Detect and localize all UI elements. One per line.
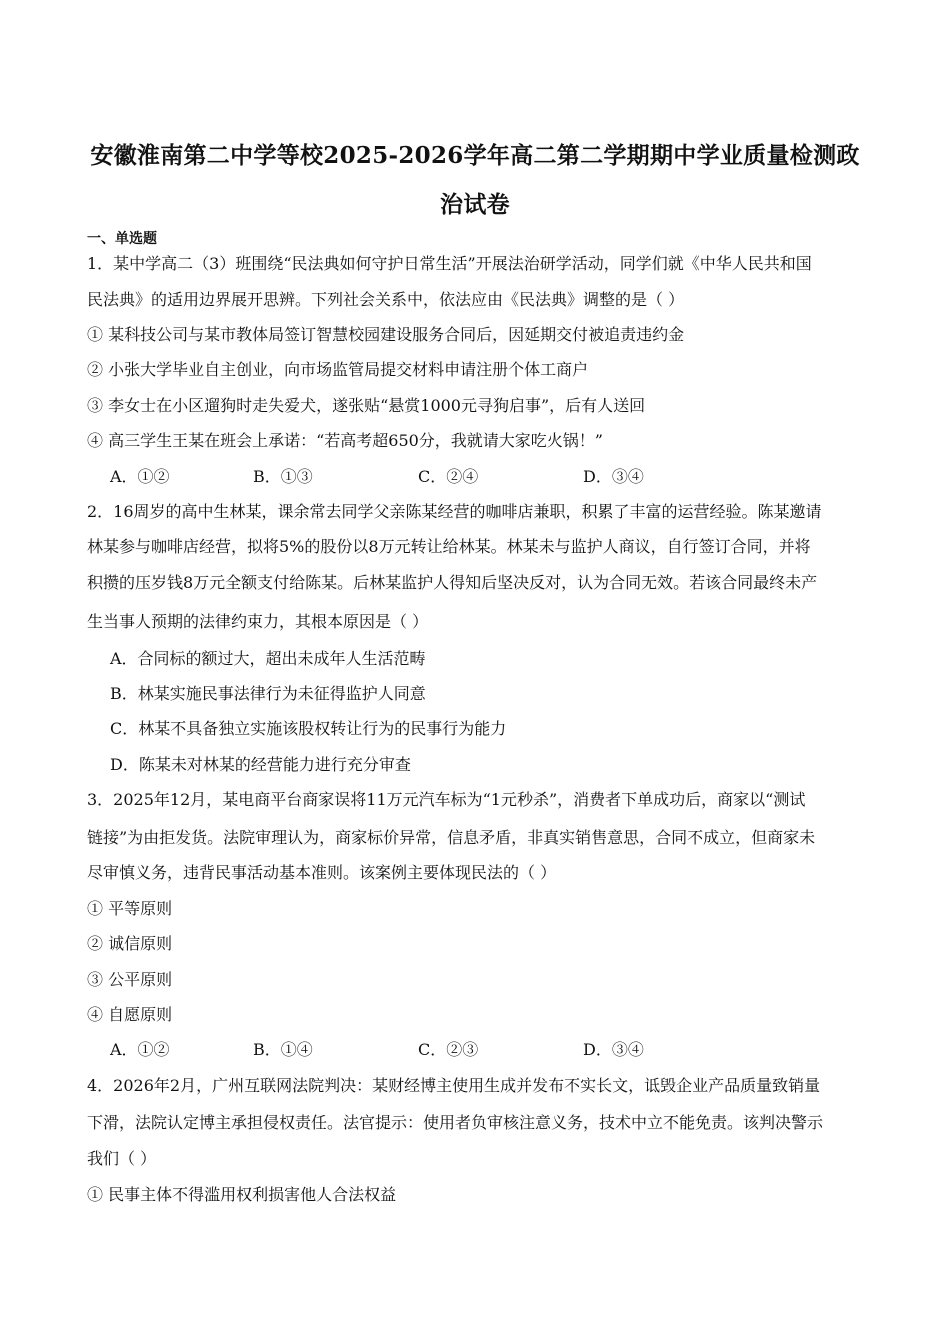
exam-title-line2: 治试卷 bbox=[440, 191, 510, 218]
q1-stem-line2: 民法典》的适用边界展开思辨。下列社会关系中，依法应由《民法典》调整的是（ ） bbox=[87, 290, 685, 309]
q4-stem-line3: 我们（ ） bbox=[87, 1149, 157, 1168]
q4-stem-line1: 4．2026年2月，广州互联网法院判决：某财经博主使用生成并发布不实长文，诋毁企业产品质量致销量 bbox=[87, 1076, 821, 1095]
q1-option-d: D．③④ bbox=[583, 467, 644, 486]
q1-option-c: C．②④ bbox=[418, 467, 479, 486]
q3-option-b: B．①④ bbox=[253, 1040, 313, 1059]
q1-statement-3: ③ 李女士在小区遛狗时走失爱犬，遂张贴“悬赏1000元寻狗启事”，后有人送回 bbox=[87, 396, 646, 415]
q2-option-c: C．林某不具备独立实施该股权转让行为的民事行为能力 bbox=[110, 719, 507, 738]
q1-option-b: B．①③ bbox=[253, 467, 313, 486]
q2-option-d: D．陈某未对林某的经营能力进行充分审查 bbox=[110, 755, 411, 774]
q3-statement-1: ① 平等原则 bbox=[87, 899, 173, 918]
exam-title-line1: 安徽淮南第二中学等校2025-2026学年高二第二学期期中学业质量检测政 bbox=[90, 142, 860, 169]
q3-option-d: D．③④ bbox=[583, 1040, 644, 1059]
q3-statement-2: ② 诚信原则 bbox=[87, 934, 173, 953]
q3-option-c: C．②③ bbox=[418, 1040, 479, 1059]
q2-stem-line4: 生当事人预期的法律约束力，其根本原因是（ ） bbox=[87, 612, 429, 631]
q1-option-a: A．①② bbox=[110, 467, 170, 486]
q3-statement-4: ④ 自愿原则 bbox=[87, 1005, 173, 1024]
q1-statement-4: ④ 高三学生王某在班会上承诺：“若高考超650分，我就请大家吃火锅！” bbox=[87, 431, 603, 450]
q2-option-a: A．合同标的额过大，超出未成年人生活范畴 bbox=[110, 649, 426, 668]
q3-statement-3: ③ 公平原则 bbox=[87, 970, 173, 989]
q2-stem-line3: 积攒的压岁钱8万元全额支付给陈某。后林某监护人得知后坚决反对，认为合同无效。若该合同最终未产 bbox=[87, 573, 818, 592]
q4-statement-1: ① 民事主体不得滥用权利损害他人合法权益 bbox=[87, 1185, 397, 1204]
q1-statement-2: ② 小张大学毕业自主创业，向市场监管局提交材料申请注册个体工商户 bbox=[87, 360, 589, 379]
q2-stem-line2: 林某参与咖啡店经营，拟将5%的股份以8万元转让给林某。林某未与监护人商议，自行签订合同，并将 bbox=[87, 537, 811, 556]
q3-stem-line3: 尽审慎义务，违背民事活动基本准则。该案例主要体现民法的（ ） bbox=[87, 863, 557, 882]
q2-stem-line1: 2．16周岁的高中生林某，课余常去同学父亲陈某经营的咖啡店兼职，积累了丰富的运营经验。陈某邀请 bbox=[87, 502, 822, 521]
q3-stem-line2: 链接”为由拒发货。法院审理认为，商家标价异常，信息矛盾，非真实销售意思，合同不成立，但商家未 bbox=[87, 828, 816, 847]
q3-option-a: A．①② bbox=[110, 1040, 170, 1059]
q2-option-b: B．林某实施民事法律行为未征得监护人同意 bbox=[110, 684, 426, 703]
q1-statement-1: ① 某科技公司与某市教体局签订智慧校园建设服务合同后，因延期交付被追责违约金 bbox=[87, 325, 685, 344]
q3-stem-line1: 3．2025年12月，某电商平台商家误将11万元汽车标为“1元秒杀”，消费者下单成功后，商家以“测试 bbox=[87, 790, 806, 809]
q1-stem-line1: 1．某中学高二（3）班围绕“民法典如何守护日常生活”开展法治研学活动，同学们就《中华人民共和国 bbox=[87, 254, 812, 273]
section-heading: 一、单选题 bbox=[87, 231, 157, 247]
q4-stem-line2: 下滑，法院认定博主承担侵权责任。法官提示：使用者负审核注意义务，技术中立不能免责。该判决警示 bbox=[87, 1113, 824, 1132]
